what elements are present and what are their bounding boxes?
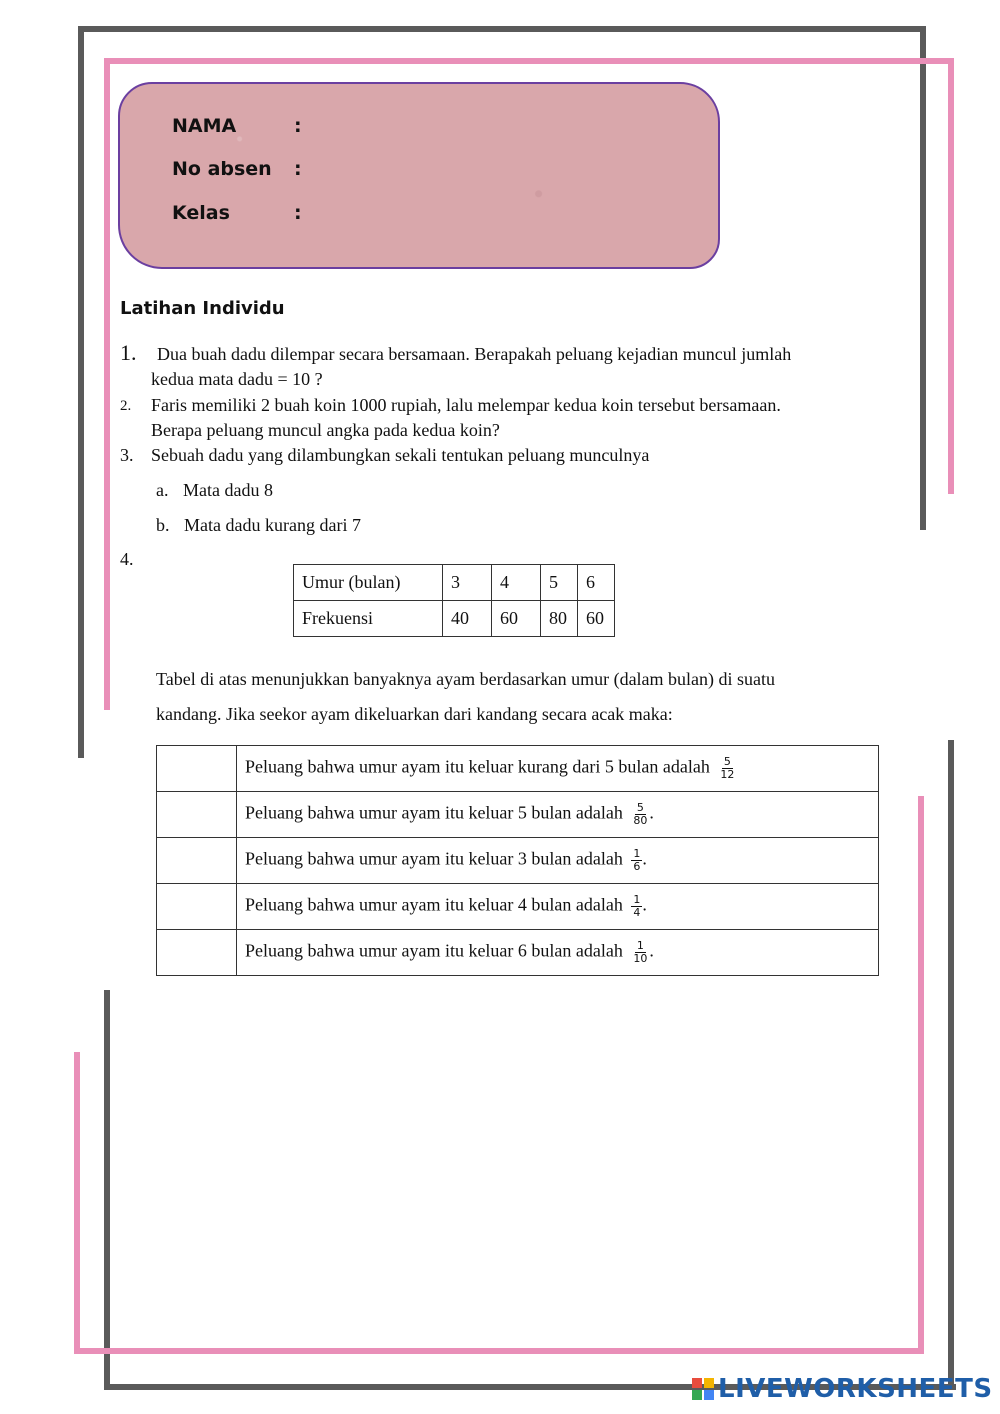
table-cell: 60	[578, 601, 615, 637]
table-row	[157, 838, 879, 884]
frame-left-gray	[78, 26, 84, 758]
logo-square	[692, 1390, 702, 1400]
frame-bottom-pink	[74, 1348, 924, 1354]
fraction	[631, 848, 642, 873]
question-number: 3.	[120, 445, 134, 465]
fraction-denominator: 12	[720, 768, 735, 781]
frame-bottom-left-pink	[74, 1052, 80, 1354]
question-1	[120, 342, 900, 392]
statement-cell	[237, 746, 879, 792]
table-cell: 6	[578, 565, 615, 601]
liveworksheets-logo[interactable]	[692, 1374, 993, 1404]
frame-right-gray	[920, 26, 926, 530]
table-description	[156, 662, 896, 732]
statement-cell	[237, 792, 879, 838]
option-label: a.	[156, 480, 169, 500]
fraction-numerator: 1	[633, 847, 641, 860]
table-row	[157, 930, 879, 976]
statement-cell	[237, 838, 879, 884]
logo-text: LIVEWORKSHEETS	[718, 1374, 993, 1404]
absen-colon: :	[294, 158, 302, 180]
table-cell: 60	[492, 601, 541, 637]
answer-cell[interactable]	[157, 792, 237, 838]
frame-right-pink	[948, 58, 954, 494]
question-text: Faris memiliki 2 buah koin 1000 rupiah, lalu melempar kedua koin tersebut bersamaan.	[151, 395, 781, 415]
student-info-box	[118, 82, 720, 269]
frame-bottom-left-gray	[104, 990, 110, 1390]
table-row	[157, 746, 879, 792]
frame-bottom-right-gray	[948, 740, 954, 1390]
absen-label: No absen	[172, 158, 272, 180]
logo-square	[704, 1378, 714, 1388]
statement-end: .	[642, 848, 647, 869]
answer-cell[interactable]	[157, 746, 237, 792]
section-title: Latihan Individu	[120, 298, 285, 319]
fraction	[631, 894, 642, 919]
logo-square	[692, 1378, 702, 1388]
statement-text: Peluang bahwa umur ayam itu keluar kurang dari 5 bulan adalah	[245, 756, 710, 777]
frame-top-gray	[78, 26, 926, 32]
question-number: 2.	[120, 398, 132, 414]
frame-top-pink	[104, 58, 954, 64]
answer-cell[interactable]	[157, 884, 237, 930]
absen-row	[172, 158, 302, 180]
description-line: Tabel di atas menunjukkan banyaknya ayam berdasarkan umur (dalam bulan) di suatu	[156, 669, 776, 689]
statement-text: Peluang bahwa umur ayam itu keluar 6 bulan adalah	[245, 940, 623, 961]
question-4-number: 4.	[120, 549, 134, 569]
question-text: Dua buah dadu dilempar secara bersamaan. Berapakah peluang kejadian muncul jumlah	[157, 344, 792, 364]
fraction-denominator: 10	[633, 952, 648, 965]
question-number: 1.	[120, 340, 137, 365]
table-cell: Umur (bulan)	[294, 565, 443, 601]
fraction-numerator: 1	[633, 893, 641, 906]
table-row	[294, 565, 615, 601]
question-text-cont: kedua mata dadu = 10 ?	[151, 369, 323, 389]
logo-square	[704, 1390, 714, 1400]
fraction	[631, 940, 649, 965]
fraction	[718, 756, 736, 781]
description-line: kandang. Jika seekor ayam dikeluarkan dari kandang secara acak maka:	[156, 704, 673, 724]
table-cell: 4	[492, 565, 541, 601]
fraction-numerator: 1	[636, 939, 644, 952]
table-cell: 80	[541, 601, 578, 637]
option-label: b.	[156, 515, 170, 535]
statement-cell	[237, 884, 879, 930]
statement-cell	[237, 930, 879, 976]
fraction-numerator: 5	[636, 801, 644, 814]
fraction-denominator: 6	[633, 860, 641, 873]
question-text: Sebuah dadu yang dilambungkan sekali tentukan peluang munculnya	[151, 445, 650, 465]
name-colon: :	[294, 115, 302, 137]
question-text-cont: Berapa peluang muncul angka pada kedua koin?	[151, 420, 500, 440]
name-row	[172, 115, 302, 137]
statement-end: .	[642, 894, 647, 915]
age-frequency-table	[293, 564, 615, 637]
table-cell: 5	[541, 565, 578, 601]
kelas-row	[172, 202, 302, 224]
statement-table	[156, 745, 879, 976]
logo-icon	[692, 1378, 714, 1400]
answer-cell[interactable]	[157, 930, 237, 976]
question-2	[120, 393, 900, 443]
option-text: Mata dadu kurang dari 7	[184, 515, 361, 535]
statement-text: Peluang bahwa umur ayam itu keluar 3 bulan adalah	[245, 848, 623, 869]
table-cell: 40	[443, 601, 492, 637]
fraction-numerator: 5	[723, 755, 731, 768]
fraction-denominator: 4	[633, 906, 641, 919]
kelas-colon: :	[294, 202, 302, 224]
option-text: Mata dadu 8	[183, 480, 273, 500]
frame-bottom-right-pink	[918, 796, 924, 1354]
option-a	[156, 478, 273, 503]
statement-text: Peluang bahwa umur ayam itu keluar 5 bulan adalah	[245, 802, 623, 823]
fraction-denominator: 80	[633, 814, 648, 827]
name-label: NAMA	[172, 115, 237, 137]
statement-text: Peluang bahwa umur ayam itu keluar 4 bulan adalah	[245, 894, 623, 915]
statement-end: .	[649, 940, 654, 961]
table-row	[294, 601, 615, 637]
frame-left-pink	[104, 58, 110, 710]
option-b	[156, 513, 361, 538]
statement-end: .	[649, 802, 654, 823]
table-row	[157, 884, 879, 930]
answer-cell[interactable]	[157, 838, 237, 884]
question-3	[120, 443, 900, 468]
table-cell: Frekuensi	[294, 601, 443, 637]
table-cell: 3	[443, 565, 492, 601]
kelas-label: Kelas	[172, 202, 230, 224]
fraction	[631, 802, 649, 827]
table-row	[157, 792, 879, 838]
